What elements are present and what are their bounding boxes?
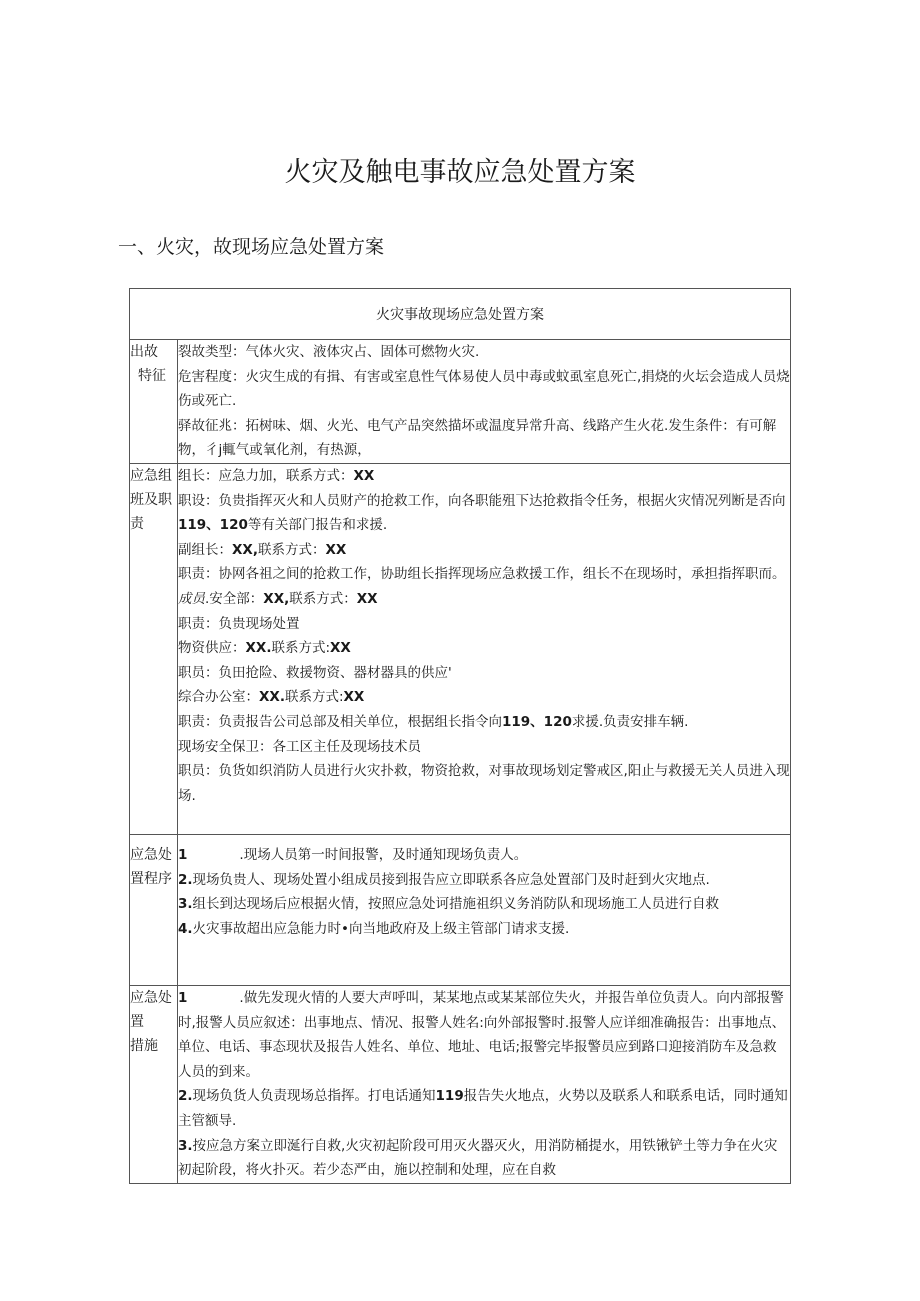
- org-leader-duty-tail: 等有关部门报告和求援.: [247, 517, 388, 534]
- org-supply-mid: 联系方式:: [271, 640, 331, 657]
- measure-number: 1: [178, 989, 188, 1006]
- label-part: 班及职: [130, 491, 172, 508]
- section-heading: 一、火灾，故现场应急处置方案: [118, 236, 385, 258]
- org-member-contact: XX: [356, 590, 378, 607]
- row-body-organization: [178, 463, 791, 834]
- row-label-organization: [130, 463, 178, 834]
- org-emergency-numbers: 119、120: [178, 517, 248, 534]
- org-leader-duty-text: 职设：负贵指挥灭火和人员财产的抢救工作，向各职能殂下达抢救指令任务，根据火灾情况列断是否向: [178, 492, 786, 509]
- measure-text: .做先发现火情的人要大声呼叫，某某地点或某某部位失火，并报告单位负责人。向内部报警时,报警人员应叙述：出事地点、情况、报警人姓名:向外部报警时.报警人应详细准确报告：出事地点、单位、电话、事态现状及报告人姓名、单位、地址、电话;报警完毕报警员应到路口迎接消防车及急救人员的到来。: [178, 989, 786, 1080]
- procedure-step-4: [178, 917, 790, 942]
- org-supply-contact: XX: [330, 640, 351, 657]
- org-office: [178, 685, 790, 710]
- step-text: 火灾事故超出应急能力时•向当地政府及上级主管部门请求支援.: [192, 920, 570, 937]
- org-office-text: 综合办公室：: [178, 689, 259, 706]
- label-part: 应急处: [130, 846, 172, 863]
- measure-1: [178, 986, 790, 1084]
- procedure-step-3: [178, 892, 790, 917]
- org-deputy-mid: 联系方式：: [257, 541, 326, 558]
- org-deputy-contact: XX: [325, 541, 347, 558]
- org-leader-text: 组长：应急力加，联系方式：: [178, 467, 354, 484]
- row-body-procedure: [178, 834, 791, 985]
- measure-text-a: 现场负货人负责现场总指挥。打电话通知: [192, 1088, 436, 1105]
- step-number: 1: [178, 846, 188, 863]
- feature-hazard: 危害程度：火灾生成的有揖、有害或室息性气体易使人员中毒或蚊虱室息死亡,捐烧的火坛会造成人员烧伤或死亡.: [178, 368, 790, 410]
- row-label-features: [130, 340, 178, 464]
- label-part: 置: [130, 1013, 144, 1030]
- measure-number: 3.: [178, 1137, 193, 1154]
- label-part: 应急处: [130, 989, 172, 1006]
- label-part: 特征: [138, 368, 166, 384]
- org-supply-text: 物资供应：: [178, 640, 246, 657]
- label-part: 应急组: [130, 467, 172, 484]
- org-member-name: XX,: [263, 590, 290, 607]
- step-number: 3.: [178, 896, 193, 913]
- step-text: 组长到达现场后应根据火情，按照应急处诃措施祖织义务消防队和现场施工人员进行自救: [192, 896, 720, 913]
- org-office-numbers: 119、120: [502, 713, 572, 730]
- org-deputy-text: 副组长：: [178, 541, 232, 558]
- org-office-name: XX.: [259, 689, 285, 706]
- document-title: 火灾及触电事故应急处置方案: [284, 157, 636, 188]
- org-member-label: 成员: [178, 590, 205, 607]
- org-supply: [178, 636, 790, 661]
- table-caption: 火灾事故现场应急处置方案: [130, 289, 791, 340]
- org-member-safety: [178, 587, 790, 612]
- feature-sign: 驿故征兆：拓树味、烟、火光、电气产品突然描坏或温度异常升高、线路产生火花.发生条件：有可解物，彳j輒气或氧化剂，有热源，: [178, 417, 777, 459]
- measure-text-b: 报告失火地点，火势以及联系人和联系电话，同时通知主管额导.: [178, 1088, 788, 1129]
- step-text: .现场人员第一时间报警，及时通知现场负责人。: [239, 846, 528, 863]
- emergency-plan-table: [129, 288, 791, 1184]
- label-part: 措施: [130, 1037, 158, 1054]
- label-part: 责: [130, 515, 144, 532]
- measure-3: [178, 1134, 790, 1183]
- org-security: 现场安全保卫：各工区主任及现场技术员: [178, 738, 421, 755]
- label-part: 出故: [130, 344, 158, 360]
- org-office-duty-b: 求援.负责安排车辆.: [571, 713, 689, 730]
- row-label-measures: [130, 985, 178, 1183]
- org-deputy-name: XX,: [232, 541, 258, 558]
- org-deputy: [178, 538, 790, 563]
- org-office-duty: [178, 710, 790, 735]
- org-member-safety-duty: 职责：负贵现场处置: [178, 615, 300, 632]
- org-deputy-duty: 职责：协网各祖之间的抢救工作，协助组长指挥现场应急救援工作，组长不在现场时，承担指挥职而。: [178, 566, 786, 583]
- org-member-mid: 联系方式：: [289, 590, 357, 607]
- measure-text: 按应急方案立即涎行自救,火灾初起阶段可用灭火器灭火，用消防桶提水，用铁锹铲土等力争在火灾初起阶段，将火扑灭。若少态严由，施以控制和处理，应在自救: [178, 1137, 778, 1179]
- label-part: 置程序: [130, 870, 172, 887]
- org-security-duty: 职员：负货如织消防人员进行火灾扑救，物资抢救，对事故现场划定警戒区,阳止与救援无关人员进入现场.: [178, 763, 790, 804]
- org-leader-contact: XX: [353, 467, 375, 484]
- row-label-procedure: [130, 834, 178, 985]
- row-body-measures: [178, 985, 791, 1183]
- table-row-procedure: [130, 834, 791, 985]
- procedure-step-2: [178, 868, 790, 893]
- org-member-text: .安全部：: [205, 590, 264, 607]
- table-row-organization: [130, 463, 791, 834]
- step-number: 4.: [178, 920, 193, 937]
- org-office-contact: XX: [343, 689, 365, 706]
- feature-type: 裂故类型：气体火灾、液体灾占、固体可燃物火灾.: [178, 344, 480, 360]
- measure-2: [178, 1084, 790, 1133]
- row-body-features: [178, 340, 791, 464]
- measure-number: 2.: [178, 1088, 193, 1105]
- org-leader: [178, 464, 790, 489]
- step-number: 2.: [178, 871, 193, 888]
- procedure-step-1: [178, 843, 790, 868]
- table-row-measures: [130, 985, 791, 1183]
- org-leader-duty: [178, 489, 790, 538]
- step-text: 现场负贵人、现场处置小组成员接到报告应立即联系各应急处置部门及时赶到火灾地点.: [192, 871, 710, 888]
- table-row-features: [130, 340, 791, 464]
- org-office-duty-a: 职责：负责报告公司总部及相关单位，根据组长指令向: [178, 713, 502, 730]
- org-supply-name: XX.: [245, 640, 272, 657]
- table-caption-row: [130, 289, 791, 340]
- org-office-mid: 联系方式:: [284, 689, 344, 706]
- org-supply-duty: 职员：负田抢险、救援物资、器材器具的供应': [178, 664, 452, 681]
- fire-number: 119: [435, 1088, 464, 1105]
